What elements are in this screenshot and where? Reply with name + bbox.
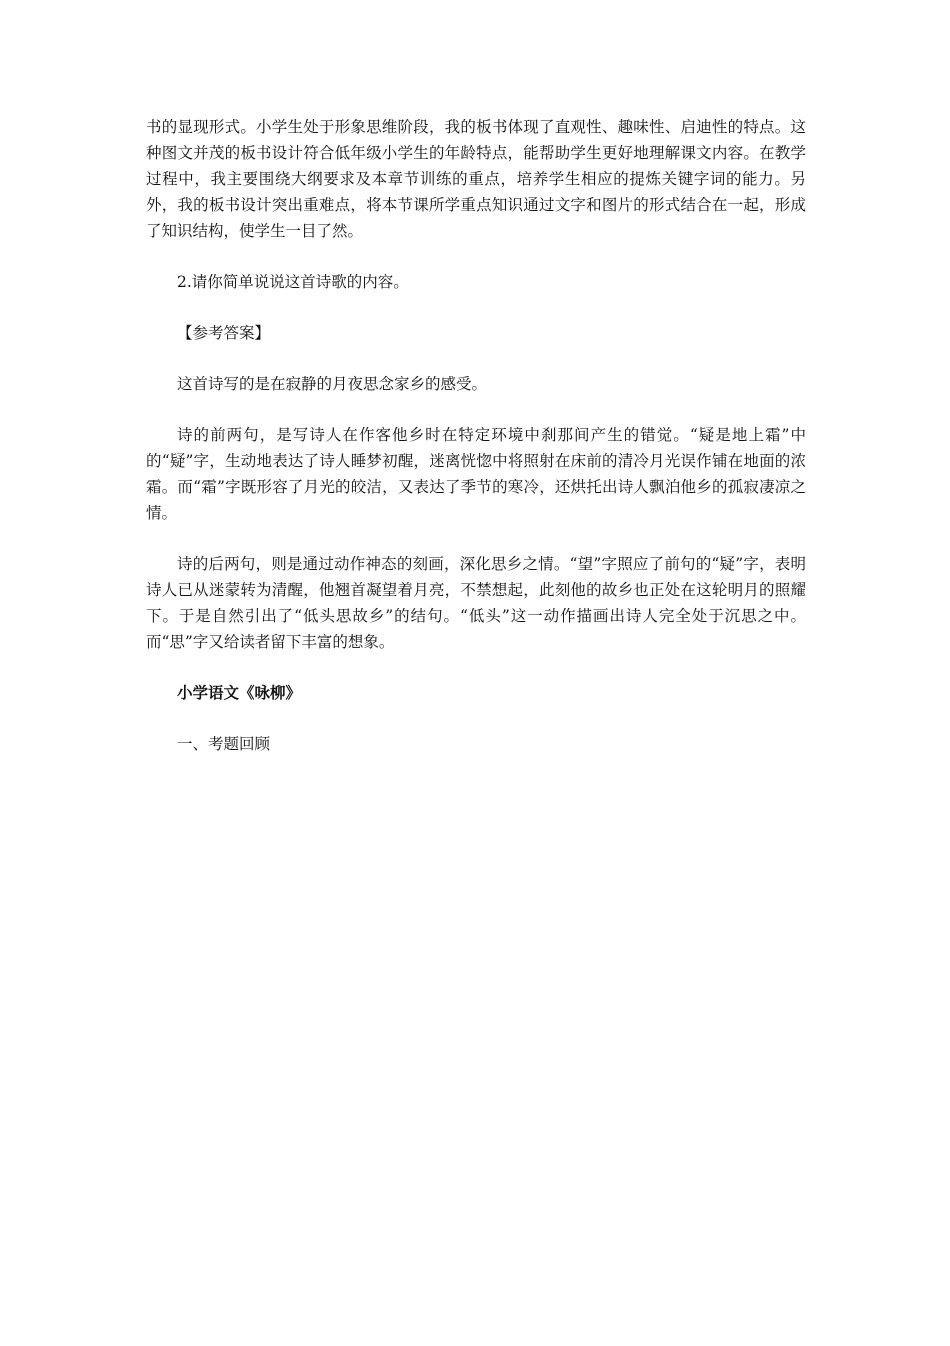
answer-last-two-lines: 诗的后两句，则是通过动作神态的刻画，深化思乡之情。“望”字照应了前句的“疑”字，表明诗人已从迷蒙转为清醒，他翘首凝望着月亮，不禁想起，此刻他的故乡也正处在这轮明月的照耀下。于是自然引出了“低头思故乡”的结句。“低头”这一动作描画出诗人完全处于沉思之中。而“思”字又给读者留下丰富的想象。 xyxy=(146,555,806,651)
section-title-yongliu: 小学语文《咏柳》 xyxy=(177,683,302,702)
answer-first-two-lines: 诗的前两句，是写诗人在作客他乡时在特定环境中刹那间产生的错觉。“疑是地上霜”中的“疑”字，生动地表达了诗人睡梦初醒，迷离恍惚中将照射在床前的清冷月光误作铺在地面的浓霜。而“霜”字既形容了月光的皎洁，又表达了季节的寒冷，还烘托出诗人飘泊他乡的孤寂凄凉之情。 xyxy=(146,426,806,522)
paragraph-blackboard-design: 书的显现形式。小学生处于形象思维阶段，我的板书体现了直观性、趣味性、启迪性的特点。这种图文并茂的板书设计符合低年级小学生的年龄特点，能帮助学生更好地理解课文内容。在教学过程中，我主要围绕大纲要求及本章节训练的重点，培养学生相应的提炼关键字词的能力。另外，我的板书设计突出重难点，将本节课所学重点知识通过文字和图片的形式结合在一起，形成了知识结构，使学生一目了然。 xyxy=(146,118,806,240)
subsection-exam-review: 一、考题回顾 xyxy=(177,735,271,753)
reference-answer-heading: 【参考答案】 xyxy=(177,324,271,342)
document-page xyxy=(146,114,806,757)
answer-summary: 这首诗写的是在寂静的月夜思念家乡的感受。 xyxy=(177,375,488,393)
question-2: 2.请你简单说说这首诗歌的内容。 xyxy=(177,273,409,291)
